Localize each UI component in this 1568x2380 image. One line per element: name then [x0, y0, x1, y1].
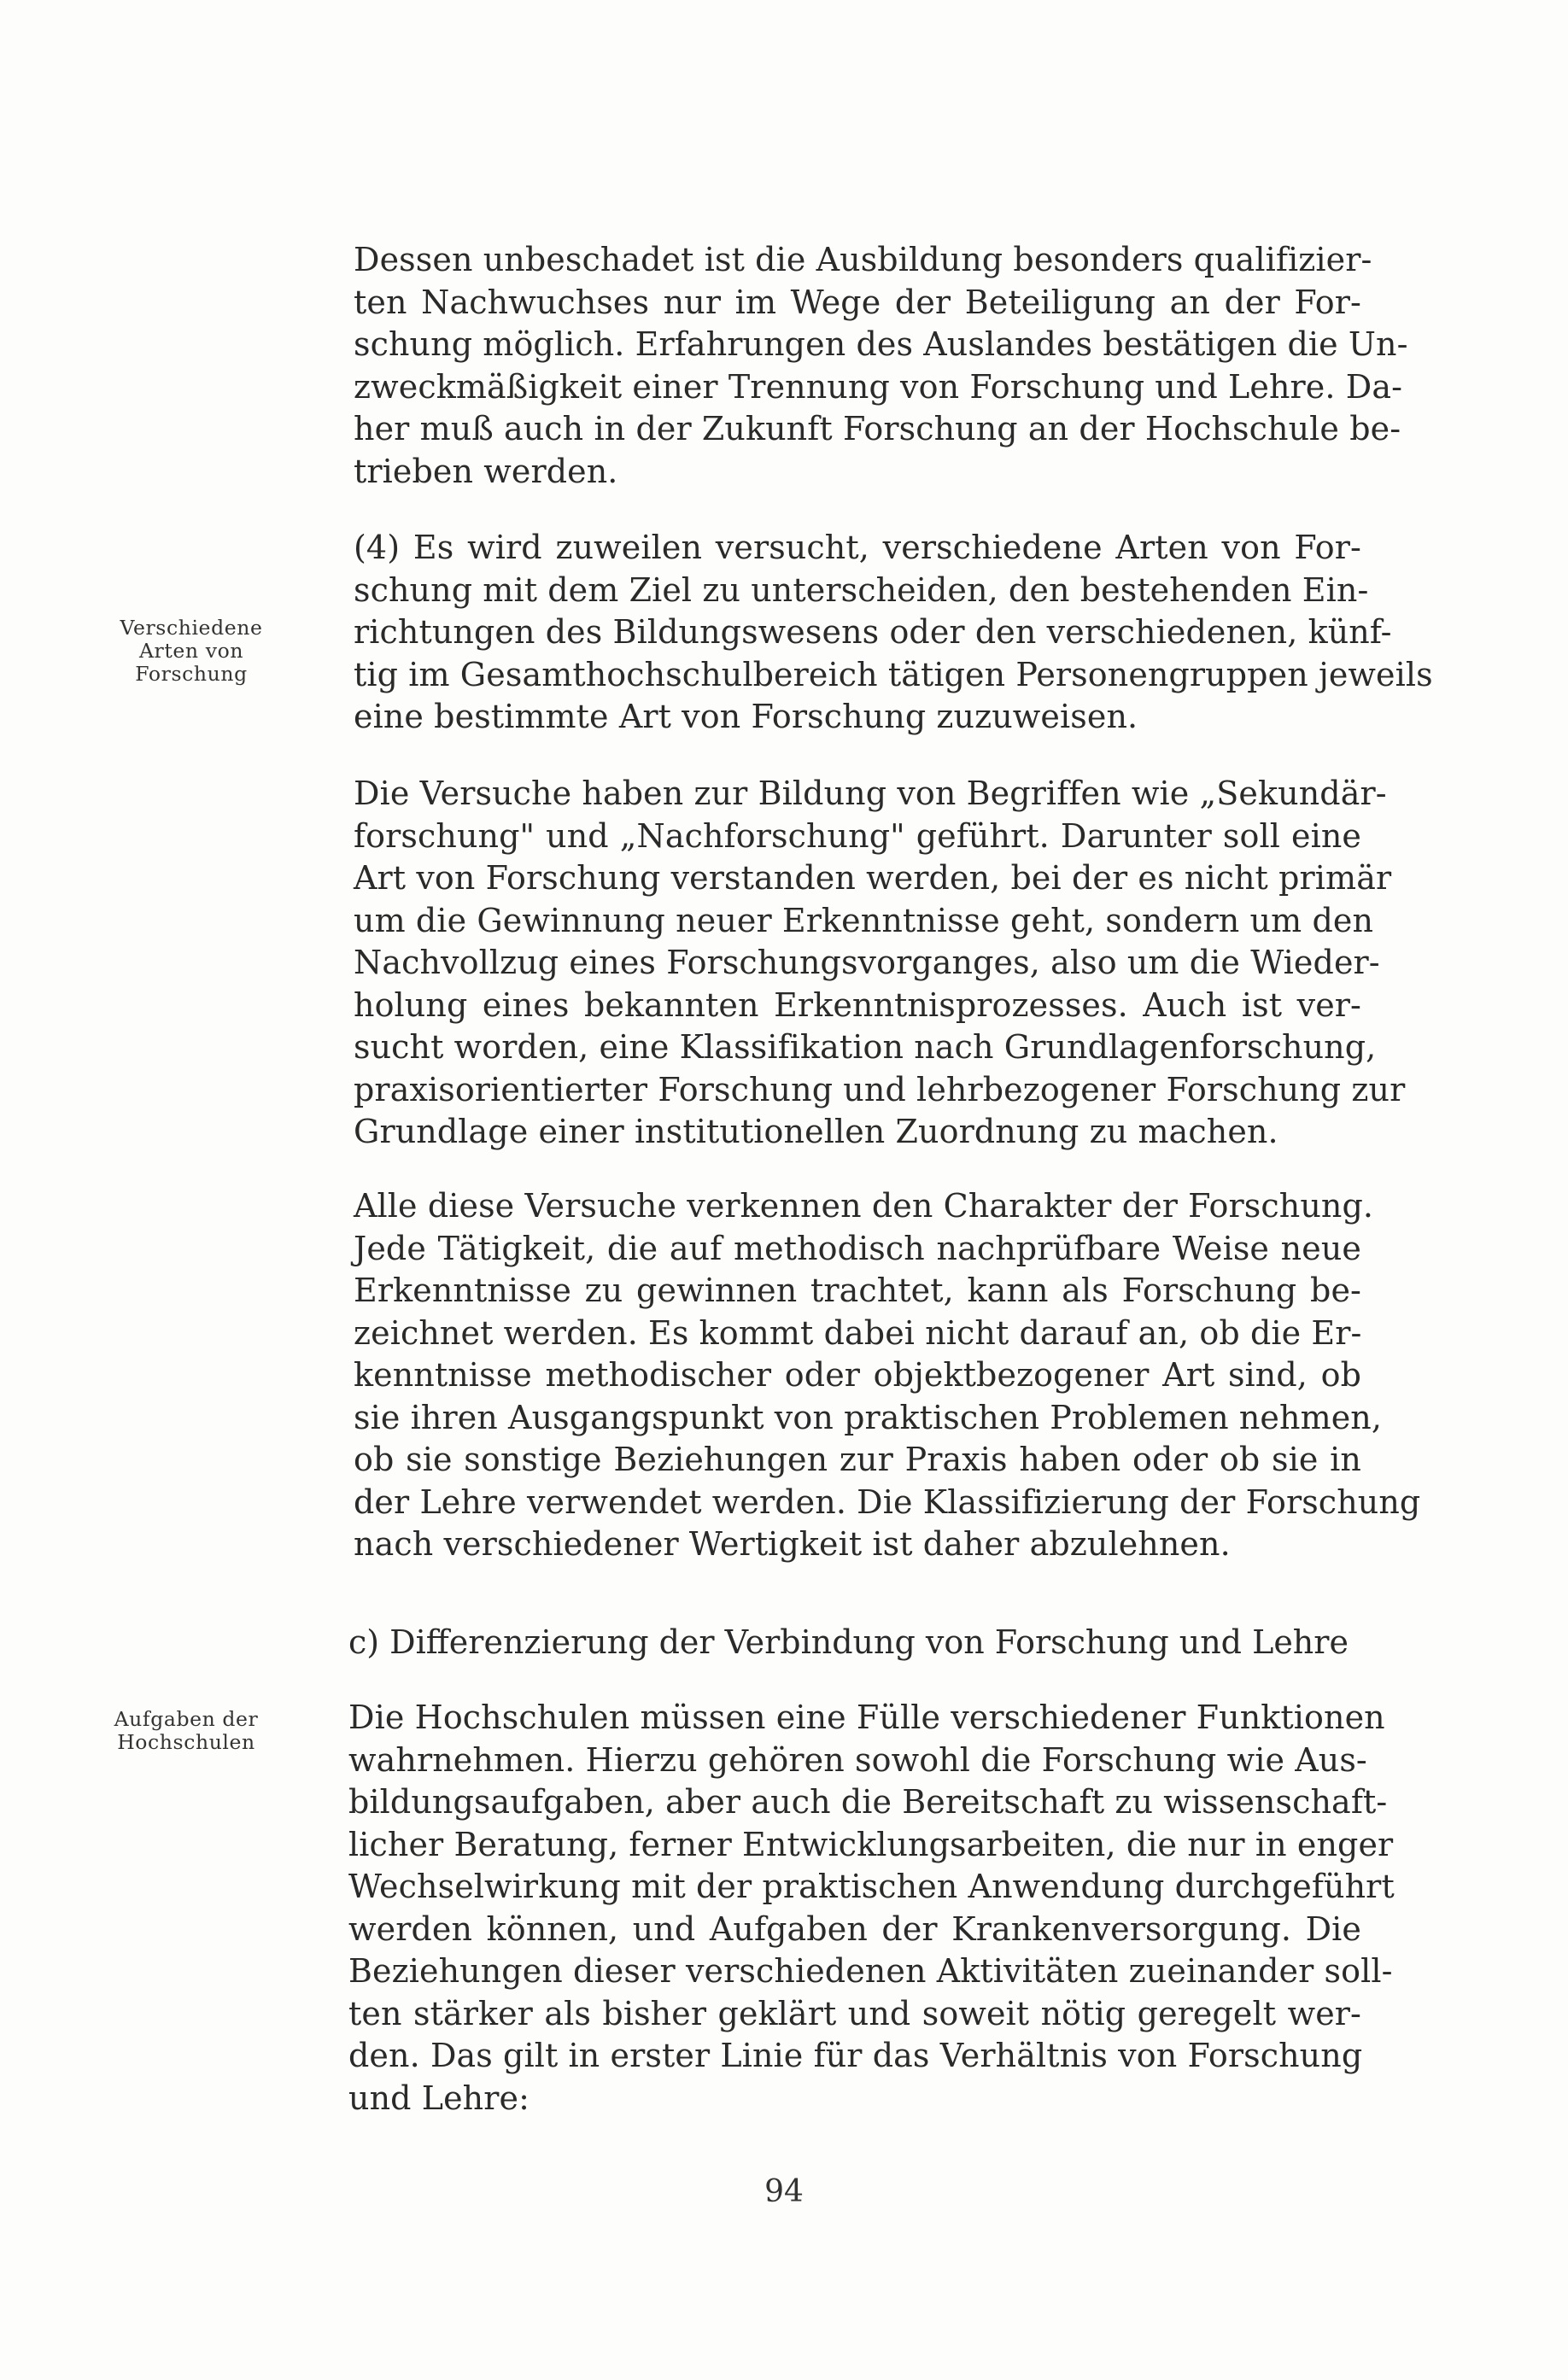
text-line: bildungsaufgaben, aber auch die Bereitschaft zu wissenschaft-	[348, 1783, 1388, 1821]
text-line: werden können, und Aufgaben der Krankenversorgung. Die	[348, 1909, 1361, 1948]
section-heading: c) Differenzierung der Verbindung von Forschung und Lehre	[348, 1623, 1349, 1661]
text-line: sie ihren Ausgangspunkt von praktischen Problemen nehmen,	[354, 1398, 1383, 1436]
text-line: zweckmäßigkeit einer Trennung von Forschung und Lehre. Da-	[354, 367, 1403, 406]
text-line: Art von Forschung verstanden werden, bei der es nicht primär	[354, 859, 1392, 897]
margin-note-line: Verschiedene	[120, 616, 263, 640]
text-line: trieben werden.	[354, 452, 618, 490]
text-line: forschung" und „Nachforschung" geführt. Darunter soll eine	[354, 816, 1361, 855]
text-line: Nachvollzug eines Forschungsvorganges, also um die Wieder-	[354, 944, 1380, 981]
text-line: zeichnet werden. Es kommt dabei nicht darauf an, ob die Er-	[354, 1313, 1362, 1352]
paragraph-3	[354, 773, 1406, 1154]
margin-note-line: Forschung	[135, 662, 248, 686]
margin-note-aufgaben	[88, 1708, 284, 1754]
text-line: der Lehre verwendet werden. Die Klassifizierung der Forschung	[354, 1482, 1421, 1521]
text-line: ten stärker als bisher geklärt und soweit nötig geregelt wer-	[348, 1994, 1361, 2032]
text-line: ob sie sonstige Beziehungen zur Praxis haben oder ob sie in	[354, 1441, 1361, 1478]
text-line: Grundlage einer institutionellen Zuordnung zu machen.	[354, 1113, 1278, 1150]
paragraph-2	[354, 527, 1433, 739]
text-line: und Lehre:	[348, 2079, 530, 2117]
margin-note-line: Hochschulen	[117, 1730, 255, 1754]
text-line: praxisorientierter Forschung und lehrbezogener Forschung zur	[354, 1070, 1406, 1108]
text-line: holung eines bekannten Erkenntnisprozesses. Auch ist ver-	[354, 985, 1361, 1024]
text-line: her muß auch in der Zukunft Forschung an der Hochschule be-	[354, 410, 1401, 447]
text-line: wahrnehmen. Hierzu gehören sowohl die Forschung wie Aus-	[348, 1740, 1367, 1779]
paragraph-5	[348, 1697, 1395, 2120]
text-line: Jede Tätigkeit, die auf methodisch nachprüfbare Weise neue	[354, 1229, 1361, 1267]
margin-note-line: Aufgaben der	[114, 1707, 259, 1731]
text-line: Dessen unbeschadet ist die Ausbildung besonders qualifizier-	[354, 241, 1372, 278]
text-line: richtungen des Bildungswesens oder den verschiedenen, künf-	[354, 613, 1392, 651]
page-number: 94	[764, 2174, 804, 2209]
text-line: sucht worden, eine Klassifikation nach Grundlagenforschung,	[354, 1028, 1377, 1066]
text-line: Die Hochschulen müssen eine Fülle verschiedener Funktionen	[348, 1699, 1385, 1736]
text-line: ten Nachwuchses nur im Wege der Beteiligung an der For-	[354, 283, 1361, 321]
text-line: Beziehungen dieser verschiedenen Aktivitäten zueinander soll-	[348, 1952, 1393, 1990]
text-line: (4) Es wird zuweilen versucht, verschiedene Arten von For-	[354, 529, 1361, 566]
text-line: schung möglich. Erfahrungen des Auslandes bestätigen die Un-	[354, 325, 1408, 363]
text-line: tig im Gesamthochschulbereich tätigen Personengruppen jeweils	[354, 655, 1433, 693]
text-line: Wechselwirkung mit der praktischen Anwendung durchgeführt	[348, 1868, 1395, 1905]
paragraph-4	[354, 1185, 1421, 1566]
margin-note-forschungsarten	[93, 617, 290, 686]
text-line: kenntnisse methodischer oder objektbezogener Art sind, ob	[354, 1356, 1361, 1394]
text-line: nach verschiedener Wertigkeit ist daher abzulehnen.	[354, 1525, 1231, 1563]
margin-note-line: Arten von	[138, 639, 244, 663]
paragraph-1	[354, 239, 1408, 493]
text-line: den. Das gilt in erster Linie für das Verhältnis von Forschung	[348, 2037, 1363, 2074]
text-line: Alle diese Versuche verkennen den Charakter der Forschung.	[354, 1187, 1374, 1225]
text-line: Die Versuche haben zur Bildung von Begriffen wie „Sekundär-	[354, 775, 1387, 812]
text-line: eine bestimmte Art von Forschung zuzuweisen.	[354, 698, 1138, 735]
text-line: schung mit dem Ziel zu unterscheiden, den bestehenden Ein-	[354, 570, 1369, 609]
text-line: um die Gewinnung neuer Erkenntnisse geht, sondern um den	[354, 901, 1374, 939]
text-line: licher Beratung, ferner Entwicklungsarbeiten, die nur in enger	[348, 1825, 1394, 1863]
text-line: Erkenntnisse zu gewinnen trachtet, kann als Forschung be-	[354, 1272, 1361, 1309]
